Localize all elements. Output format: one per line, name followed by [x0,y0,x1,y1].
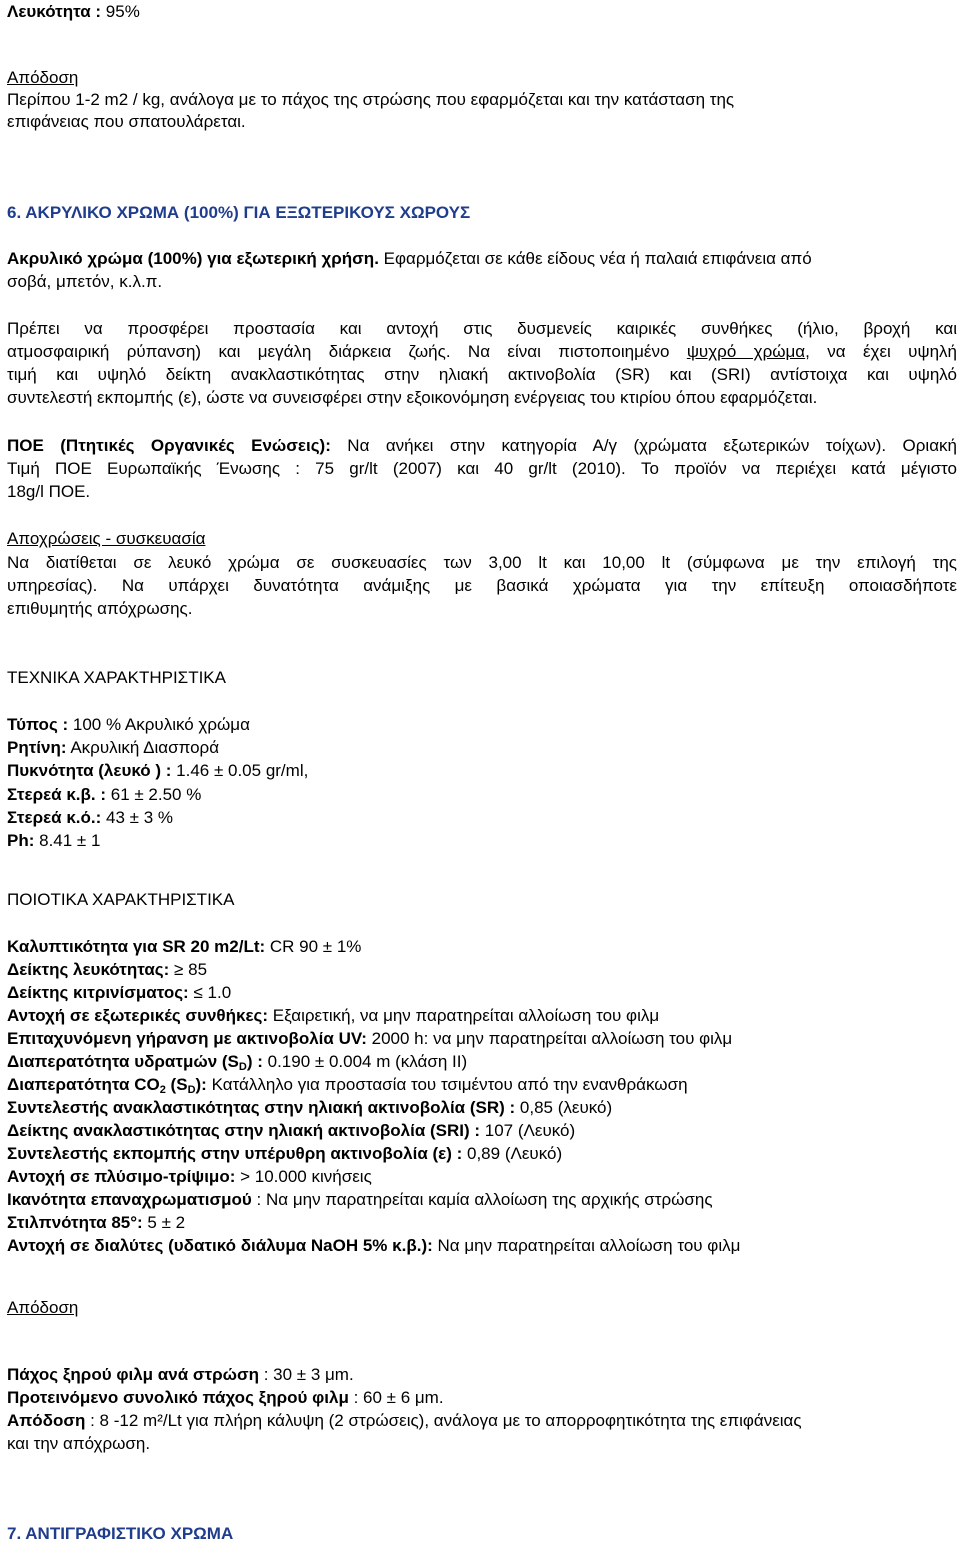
sr-value: 0,85 (λευκό) [515,1098,613,1117]
intro-line1 [7,248,812,270]
row-value: 61 ± 2.50 % [106,785,202,804]
section-6-title: 6. ΑΚΡΥΛΙΚΟ ΧΡΩΜΑ (100%) ΓΙΑ ΕΞΩΤΕΡΙΚΟΥΣ ΧΩΡΟΥΣ [7,203,471,222]
whiteness-index-value: 85 [183,960,208,979]
sri-row [7,1120,575,1142]
dry-film-label: Πάχος ξηρού φιλμ ανά στρώση [7,1365,259,1384]
water-vapour-value: 0.190 ± 0.004 m (κλάση ΙΙ) [262,1052,468,1071]
para-line3: τιμή και υψηλό δείκτη ανακλαστικότητας στην ηλιακή ακτινοβολία (SR) και (SRI) αντίστοιχα και υψηλό [7,365,957,384]
row-label: Στερεά κ.β. : [7,785,107,804]
dry-film-row [7,1364,354,1386]
whiteness-index-label: Δείκτης λευκότητας: [7,960,170,979]
shades-line1: Να διατίθεται σε λευκό χρώμα σε συσκευασίες των 3,00 lt και 10,00 lt (σύμφωνα με την επιλογή της [7,553,957,572]
technical-row [7,737,219,759]
yield2-label: Απόδοση [7,1411,86,1430]
voc-line3: 18g/l ΠΟΕ. [7,482,91,501]
solvents-row [7,1235,740,1257]
emissivity-value: 0,89 (Λευκό) [462,1144,563,1163]
para-line2-start: ατμοσφαιρική ρύπανση) και μεγάλη διάρκεια ζωής. Να είναι πιστοποιημένο [7,342,687,361]
technical-row [7,784,201,806]
row-value: Ακρυλική Διασπορά [66,738,220,757]
weather-value: Εξαιρετική, να μην παρατηρείται αλλοίωση του φιλμ [268,1006,660,1025]
para-line4: συντελεστή εκπομπής (ε), ώστε να συνεισφέρει στην εξοικονόμηση ενέργειας του κτιρίου όπου εφαρμόζεται. [7,388,818,407]
cool-paint-link: ψυχρό χρώμα [686,342,806,361]
total-film-label: Προτεινόμενο συνολικό πάχος ξηρού φιλμ [7,1388,349,1407]
co2-value: Κατάλληλο για προστασία του τσιμέντου από την ενανθράκωση [206,1075,688,1094]
yield-heading: Απόδοση [7,68,79,87]
intro-bold: Ακρυλικό χρώμα (100%) για εξωτερική χρήση. [7,249,379,268]
water-label-b: ) : [246,1052,263,1071]
weather-label: Αντοχή σε εξωτερικές συνθήκες: [7,1006,269,1025]
sri-label: Δείκτης ανακλαστικότητας στην ηλιακή ακτινοβολία (SRI) : [7,1121,481,1140]
row-value: 8.41 ± 1 [34,831,101,850]
row-label: Ρητίνη: [7,738,67,757]
water-vapour-label [7,1052,263,1071]
yield-text-line1: Περίπου 1-2 m2 / kg, ανάλογα με το πάχος της στρώσης που εφαρμόζεται και την κατάσταση της [7,90,735,109]
coverage-value: CR 90 ± 1% [265,937,362,956]
technical-row [7,760,308,782]
co2-label-c: ): [195,1075,207,1094]
co2-label-a: Διαπερατότητα CO [7,1075,160,1094]
water-sub: D [238,1061,247,1073]
co2-label [7,1075,207,1094]
emissivity-label: Συντελεστής εκπομπής στην υπέρυθρη ακτινοβολία (ε) : [7,1144,463,1163]
greater-equal-symbol: ≥ [174,960,184,979]
emissivity-row [7,1143,562,1165]
intro-rest: Εφαρμόζεται σε κάθε είδους νέα ή παλαιά επιφάνεια από [378,249,812,268]
para-line2 [7,341,957,363]
gloss-value: 5 ± 2 [142,1213,186,1232]
recoat-row [7,1189,713,1211]
row-value: 100 % Ακρυλικό χρώμα [68,715,250,734]
co2-label-b: (S [165,1075,188,1094]
whiteness-label: Λευκότητα : [7,2,102,21]
qualitative-heading: ΠΟΙΟΤΙΚΑ ΧΑΡΑΚΤΗΡΙΣΤΙΚΑ [7,890,235,909]
recoat-label: Ικανότητα επαναχρωματισμού [7,1190,252,1209]
shades-heading: Αποχρώσεις - συσκευασία [7,529,206,548]
row-label: Στερεά κ.ό.: [7,808,102,827]
dry-film-value: : 30 ± 3 μm. [258,1365,354,1384]
section-7-title: 7. ΑΝΤΙΓΡΑΦΙΣΤΙΚΟ ΧΡΩΜΑ [7,1524,234,1543]
recoat-value: : Να μην παρατηρείται καμία αλλοίωση της αρχικής στρώσης [251,1190,713,1209]
yield2-heading: Απόδοση [7,1298,79,1317]
scrub-value: > 10.000 κινήσεις [235,1167,372,1186]
whiteness-line [7,1,140,23]
yield-text-line2: επιφάνειας που σπατουλάρεται. [7,112,246,131]
weather-row [7,1005,659,1027]
row-value: 1.46 ± 0.05 gr/ml, [171,761,309,780]
voc-label: ΠΟΕ (Πτητικές Οργανικές Ενώσεις): [7,436,331,455]
technical-row [7,714,250,736]
total-film-value: : 60 ± 6 μm. [348,1388,444,1407]
gloss-row [7,1212,185,1234]
coverage-label: Καλυπτικότητα για SR 20 m2/Lt: [7,937,266,956]
yellowing-index-value: 1.0 [202,983,232,1002]
para-line1: Πρέπει να προσφέρει προστασία και αντοχή στις δυσμενείς καιρικές συνθήκες (ήλιο, βροχή και [7,319,957,338]
technical-heading: ΤΕΧΝΙΚΑ ΧΑΡΑΚΤΗΡΙΣΤΙΚΑ [7,668,226,687]
water-label-a: Διαπερατότητα υδρατμών (S [7,1052,239,1071]
scrub-label: Αντοχή σε πλύσιμο-τρίψιμο: [7,1167,236,1186]
co2-sub2: D [187,1084,196,1096]
scrub-row [7,1166,372,1188]
shades-line3: επιθυμητής απόχρωσης. [7,599,193,618]
coverage-row [7,936,361,958]
yield2-line2: και την απόχρωση. [7,1434,151,1453]
row-label: Τύπος : [7,715,69,734]
water-vapour-row [7,1051,467,1073]
uv-label: Επιταχυνόμενη γήρανση με ακτινοβολία UV: [7,1029,367,1048]
voc-line1-text: Να ανήκει στην κατηγορία Α/γ (χρώματα εξωτερικών τοίχων). Οριακή [330,436,957,455]
less-equal-symbol: ≤ [193,983,203,1002]
whiteness-value: 95% [105,2,140,21]
row-label: Ph: [7,831,35,850]
row-value: 43 ± 3 % [101,808,173,827]
sr-label: Συντελεστής ανακλαστικότητας στην ηλιακή ακτινοβολία (SR) : [7,1098,516,1117]
co2-row [7,1074,688,1096]
intro-line2: σοβά, μπετόν, κ.λ.π. [7,272,163,291]
technical-row [7,807,173,829]
technical-row [7,830,100,852]
gloss-label: Στιλπνότητα 85°: [7,1213,143,1232]
whiteness-index-row [7,959,207,981]
sr-row [7,1097,612,1119]
yield2-value: : 8 -12 m²/Lt για πλήρη κάλυψη (2 στρώσεις), ανάλογα με το απορροφητικότητα της επιφάνειας [85,1411,802,1430]
total-film-row [7,1387,444,1409]
solvents-value: Να μην παρατηρείται αλλοίωση του φιλμ [432,1236,741,1255]
para-line2-end: , να έχει υψηλή [805,342,957,361]
voc-line2: Τιμή ΠΟΕ Ευρωπαϊκής Ένωσης : 75 gr/lt (2007) και 40 gr/lt (2010). Το προϊόν να περιέχει κατά μέγιστο [7,459,957,478]
solvents-label: Αντοχή σε διαλύτες (υδατικό διάλυμα NaOH 5% κ.β.): [7,1236,433,1255]
co2-sub1: 2 [159,1084,166,1096]
uv-value: 2000 h: να μην παρατηρείται αλλοίωση του φιλμ [366,1029,733,1048]
yellowing-index-label: Δείκτης κιτρινίσματος: [7,983,189,1002]
sri-value: 107 (Λευκό) [480,1121,576,1140]
row-label: Πυκνότητα (λευκό ) : [7,761,172,780]
uv-row [7,1028,732,1050]
voc-line1 [7,435,957,457]
yellowing-index-row [7,982,231,1004]
yield2-row [7,1410,802,1432]
shades-line2: υπηρεσίας). Να υπάρχει δυνατότητα ανάμιξης με βασικά χρώματα για την επίτευξη οποιασδήποτε [7,576,957,595]
